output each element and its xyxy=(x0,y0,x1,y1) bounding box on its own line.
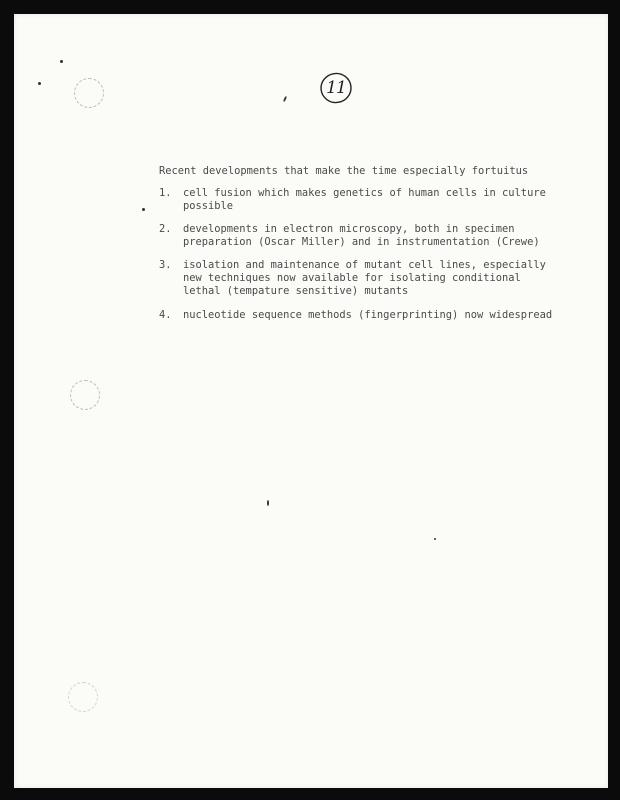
stray-mark xyxy=(60,60,63,63)
list-item xyxy=(159,223,540,249)
list-item-line: lethal (tempature sensitive) mutants xyxy=(183,285,409,297)
list-item-line: possible xyxy=(183,200,234,212)
circled-page-number xyxy=(318,71,354,105)
list-item-text xyxy=(183,187,546,213)
stray-mark xyxy=(434,538,436,540)
list-item-line: nucleotide sequence methods (fingerprinting) now widespread xyxy=(183,309,553,321)
stray-mark xyxy=(267,500,269,506)
list-item-line: preparation (Oscar Miller) and in instrumentation (Crewe) xyxy=(183,236,540,248)
list-item-number: 4. xyxy=(159,309,172,321)
stray-mark xyxy=(283,96,287,102)
list-item-line: isolation and maintenance of mutant cell lines, especially xyxy=(183,259,546,271)
list-item-text xyxy=(183,223,540,249)
list-item-line: developments in electron microscopy, both in specimen xyxy=(183,223,515,235)
stray-mark xyxy=(142,208,145,211)
punch-hole-top xyxy=(74,78,104,108)
list-item-number: 2. xyxy=(159,223,172,235)
list-item-number: 1. xyxy=(159,187,172,199)
page-number-text: 11 xyxy=(326,78,346,98)
list-item-text xyxy=(183,259,546,298)
document-heading: Recent developments that make the time especially fortuitus xyxy=(159,165,529,177)
list-item-line: new techniques now available for isolating conditional xyxy=(183,272,521,284)
list-item xyxy=(159,259,546,298)
punch-hole-bottom xyxy=(68,682,98,712)
list-item-text xyxy=(183,309,552,322)
list-item xyxy=(159,187,546,213)
list-item xyxy=(159,309,552,322)
punch-hole-middle xyxy=(70,380,100,410)
list-item-number: 3. xyxy=(159,259,172,271)
list-item-line: cell fusion which makes genetics of human cells in culture xyxy=(183,187,546,199)
document-page xyxy=(14,14,608,788)
stray-mark xyxy=(38,82,41,85)
